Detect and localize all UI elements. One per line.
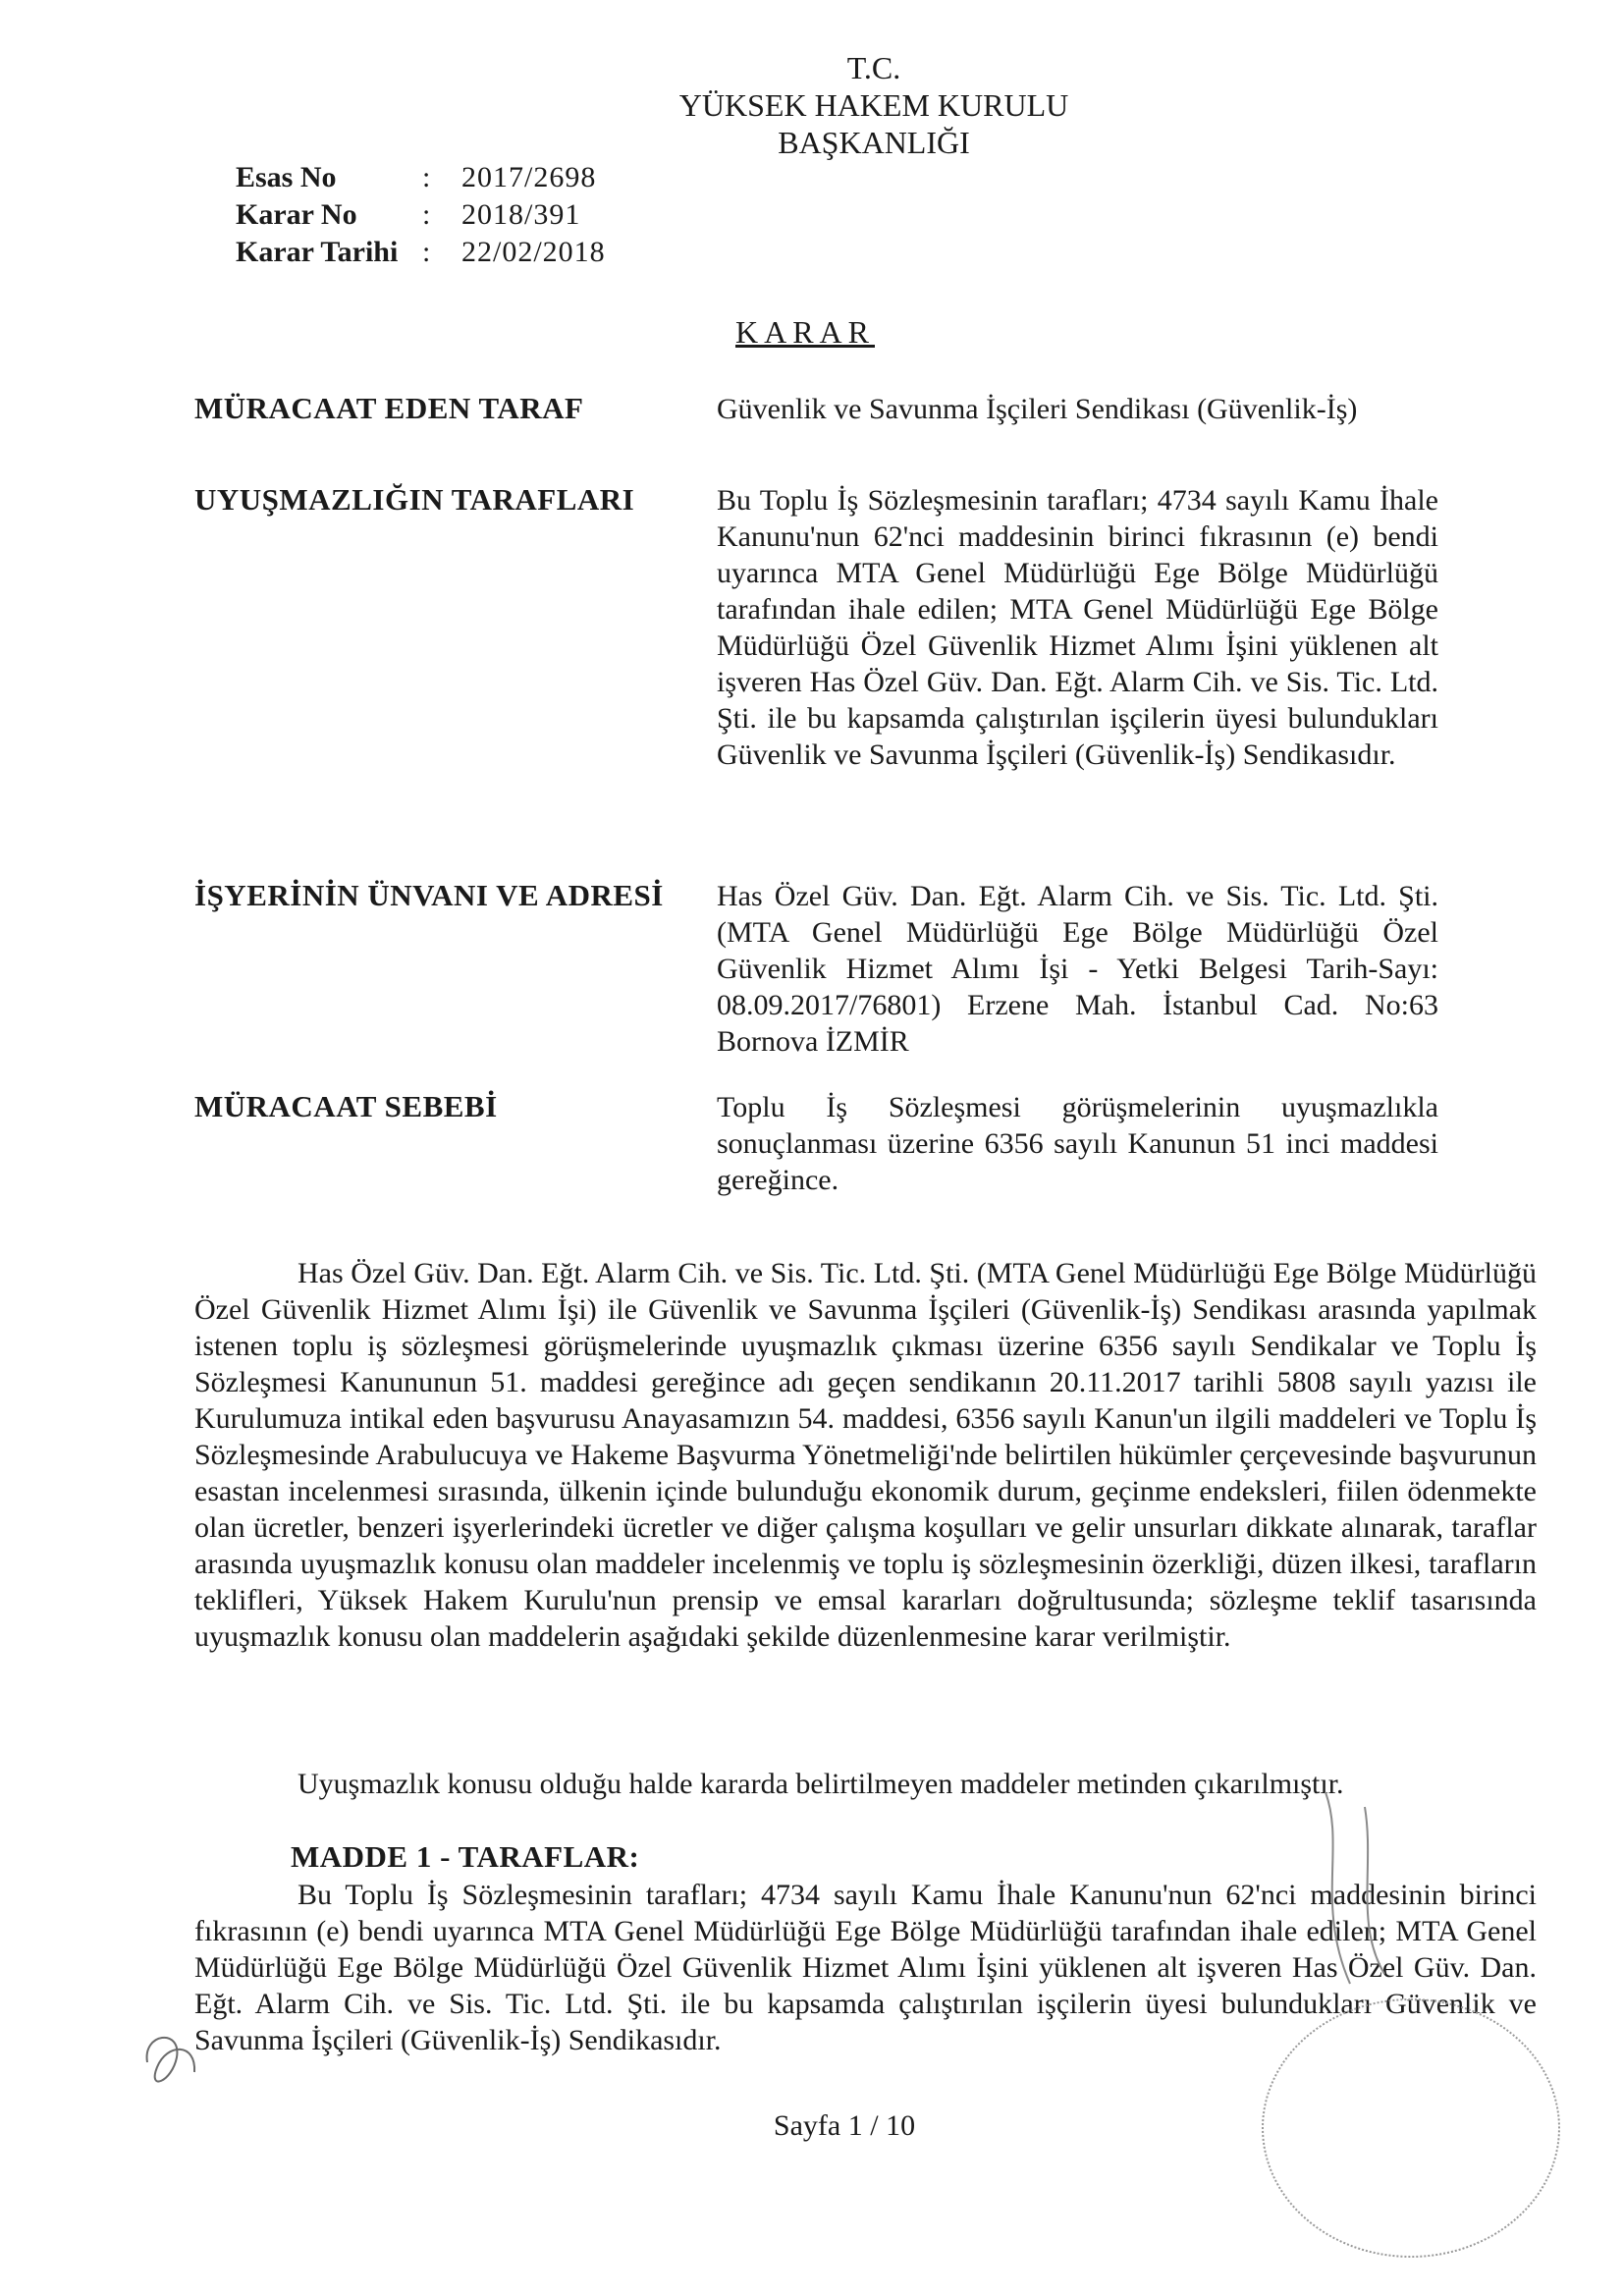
header-institution: YÜKSEK HAKEM KURULU [678, 87, 1069, 123]
header-tc: T.C. [846, 50, 901, 85]
section-value-workplace: Has Özel Güv. Dan. Eğt. Alarm Cih. ve Sis. Tic. Ltd. Şti. (MTA Genel Müdürlüğü Ege Bölge Müdürlüğü Özel Güvenlik Hizmet Alımı İşi - Yetki Belgesi Tarih-Sayı: 08.09.2017/76801) Erzene Mah. İstanbul Cad. No:63 Bornova İZMİR [717, 880, 1438, 1058]
section-value-parties: Bu Toplu İş Sözleşmesinin tarafları; 4734 sayılı Kamu İhale Kanunu'nun 62'nci maddesinin birinci fıkrasının (e) bendi uyarınca MTA Genel Müdürlüğü Ege Bölge Müdürlüğü tarafından ihale edilen; MTA Genel Müdürlüğü Ege Bölge Müdürlüğü Özel Güvenlik Hizmet Alımı İşini yüklenen alt işveren Has Özel Güv. Dan. Eğt. Alarm Cih. ve Sis. Tic. Ltd. Şti. ile bu kapsamda çalıştırılan işçilerin üyesi bulundukları Güvenlik ve Savunma İşçileri (Güvenlik-İş) Sendikasıdır. [717, 484, 1438, 771]
page-number: Sayfa 1 / 10 [773, 2109, 916, 2142]
section-label-applicant: MÜRACAAT EDEN TARAF [194, 391, 584, 425]
section-value-applicant: Güvenlik ve Savunma İşçileri Sendikası (Güvenlik-İş) [717, 393, 1358, 425]
document-header [589, 49, 1159, 161]
meta-value: 22/02/2018 [461, 236, 606, 268]
section-value-reason: Toplu İş Sözleşmesi görüşmelerinin uyuşmazlıkla sonuçlanması üzerine 6356 sayılı Kanunun 51 inci maddesi gereğince. [717, 1091, 1438, 1196]
decision-title: KARAR [734, 314, 875, 350]
meta-label: Esas No [236, 161, 337, 193]
body-paragraph-1: Has Özel Güv. Dan. Eğt. Alarm Cih. ve Sis. Tic. Ltd. Şti. (MTA Genel Müdürlüğü Ege Bölge Müdürlüğü Özel Güvenlik Hizmet Alımı İşi) ile Güvenlik ve Savunma İşçileri (Güvenlik-İş) Sendikası arasında yapılmak istenen toplu iş sözleşmesi görüşmelerinde uyuşmazlık çıkması üzerine 6356 sayılı Sendikalar ve Toplu İş Sözleşmesi Kanununun 51. maddesi gereğince adı geçen sendikanın 20.11.2017 tarihli 5808 sayılı yazısı ile Kurulumuza intikal eden başvurusu Anayasamızın 54. maddesi, 6356 sayılı Kanun'un ilgili maddeleri ve Toplu İş Sözleşmesinde Arabulucuya ve Hakeme Başvurma Yönetmeliği'nde belirtilen hükümler çerçevesinde başvurunun esastan incelenmesi sırasında, ülkenin içinde bulunduğu ekonomik durum, geçinme endeksleri, fiilen ödenmekte olan ücretler, benzeri işyerlerindeki ücretler ve diğer çalışma koşulları ve gelir unsurları dikkate alınarak, taraflar arasında uyuşmazlık konusu olan maddeler incelenmiş ve toplu iş sözleşmesinin özerkliği, düzen ilkesi, tarafların teklifleri, Yüksek Hakem Kurulu'nun prensip ve emsal kararları doğrultusunda; sözleşme teklif tasarısında uyuşmazlık konusu olan maddelerin aşağıdaki şekilde düzenlenmesine karar verilmiştir. [194, 1257, 1537, 1653]
section-label-workplace: İŞYERİNİN ÜNVANI VE ADRESİ [194, 878, 664, 912]
karar-tarihi-row: Karar Tarihi : 22/02/2018 [236, 234, 606, 271]
article-1-title: MADDE 1 - TARAFLAR: [291, 1839, 640, 1874]
esas-no-row: Esas No : 2017/2698 [236, 159, 606, 196]
meta-label: Karar No [236, 198, 357, 231]
article-1-text: Bu Toplu İş Sözleşmesinin tarafları; 4734 sayılı Kamu İhale Kanunu'nun 62'nci maddesinin birinci fıkrasının (e) bendi uyarınca MTA Genel Müdürlüğü Ege Bölge Müdürlüğü tarafından ihale edilen; MTA Genel Müdürlüğü Ege Bölge Müdürlüğü Özel Güvenlik Hizmet Alımı İşini yüklenen alt işveren Has Özel Güv. Dan. Eğt. Alarm Cih. ve Sis. Tic. Ltd. Şti. ile bu kapsamda çalıştırılan işçilerin üyesi bulundukları Güvenlik ve Savunma İşçileri (Güvenlik-İş) Sendikasıdır. [194, 1879, 1537, 2056]
section-label-reason: MÜRACAAT SEBEBİ [194, 1089, 498, 1123]
meta-value: 2018/391 [461, 198, 581, 231]
meta-value: 2017/2698 [461, 161, 597, 193]
official-stamp [1262, 1998, 1560, 2258]
initials-mark [137, 2023, 206, 2102]
karar-no-row: Karar No : 2018/391 [236, 196, 606, 234]
case-metadata [236, 159, 606, 271]
section-label-parties: UYUŞMAZLIĞIN TARAFLARI [194, 482, 635, 517]
meta-label: Karar Tarihi [236, 236, 399, 268]
header-department: BAŞKANLIĞI [778, 125, 970, 160]
body-paragraph-2: Uyuşmazlık konusu olduğu halde kararda belirtilmeyen maddeler metinden çıkarılmıştır. [298, 1768, 1344, 1800]
signature-mark [1306, 1787, 1414, 1994]
